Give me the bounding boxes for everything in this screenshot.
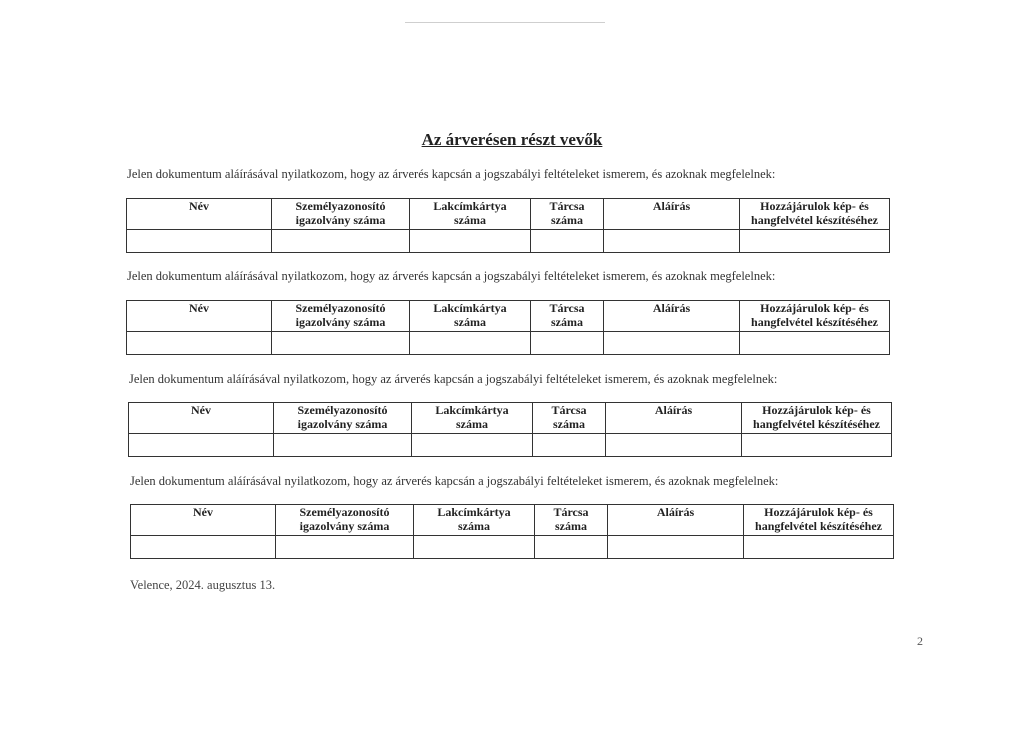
column-header-disc-number: Tárcsa száma	[533, 403, 606, 434]
table-cell	[604, 332, 740, 355]
page-number: 2	[917, 634, 923, 648]
table-cell	[740, 230, 890, 253]
table-cell	[608, 536, 744, 559]
table-cell	[533, 434, 606, 457]
table-cell	[412, 434, 533, 457]
table-cell	[744, 536, 894, 559]
column-header-id-card: Személyazonosító igazolvány száma	[272, 199, 410, 230]
table-cell	[129, 434, 274, 457]
table-row	[127, 230, 890, 253]
column-header-signature: Aláírás	[604, 301, 740, 332]
table-cell	[131, 536, 276, 559]
table-cell	[740, 332, 890, 355]
table-header-row	[127, 199, 890, 230]
table-cell	[531, 332, 604, 355]
table-header-row	[129, 403, 892, 434]
place-and-date: Velence, 2024. augusztus 13.	[130, 578, 276, 592]
table-cell	[272, 230, 410, 253]
column-header-consent: Hozzájárulok kép- és hangfelvétel készítéséhez	[740, 199, 890, 230]
table-cell	[272, 332, 410, 355]
table-row	[131, 536, 894, 559]
participant-table	[126, 198, 890, 253]
declaration-text: Jelen dokumentum aláírásával nyilatkozom, hogy az árverés kapcsán a jogszabályi feltételeket ismerem, és azoknak megfelelnek:	[129, 372, 778, 386]
column-header-signature: Aláírás	[604, 199, 740, 230]
table-cell	[535, 536, 608, 559]
declaration-text: Jelen dokumentum aláírásával nyilatkozom, hogy az árverés kapcsán a jogszabályi feltételeket ismerem, és azoknak megfelelnek:	[127, 269, 776, 283]
participant-table	[128, 402, 892, 457]
table-cell	[606, 434, 742, 457]
column-header-consent: Hozzájárulok kép- és hangfelvétel készítéséhez	[744, 505, 894, 536]
table-cell	[274, 434, 412, 457]
column-header-signature: Aláírás	[606, 403, 742, 434]
page-title: Az árverésen részt vevők	[421, 130, 603, 149]
table-cell	[127, 332, 272, 355]
column-header-consent: Hozzájárulok kép- és hangfelvétel készítéséhez	[740, 301, 890, 332]
column-header-disc-number: Tárcsa száma	[535, 505, 608, 536]
table-header-row	[131, 505, 894, 536]
participant-table	[126, 300, 890, 355]
column-header-address-card: Lakcímkártya száma	[410, 301, 531, 332]
table-cell	[276, 536, 414, 559]
column-header-id-card: Személyazonosító igazolvány száma	[276, 505, 414, 536]
column-header-address-card: Lakcímkártya száma	[410, 199, 531, 230]
table-cell	[127, 230, 272, 253]
top-rule	[405, 22, 605, 23]
table-cell	[410, 332, 531, 355]
column-header-address-card: Lakcímkártya száma	[414, 505, 535, 536]
table-cell	[410, 230, 531, 253]
table-cell	[531, 230, 604, 253]
column-header-disc-number: Tárcsa száma	[531, 301, 604, 332]
column-header-address-card: Lakcímkártya száma	[412, 403, 533, 434]
declaration-text: Jelen dokumentum aláírásával nyilatkozom, hogy az árverés kapcsán a jogszabályi feltételeket ismerem, és azoknak megfelelnek:	[127, 167, 776, 181]
column-header-name: Név	[127, 301, 272, 332]
column-header-id-card: Személyazonosító igazolvány száma	[272, 301, 410, 332]
table-header-row	[127, 301, 890, 332]
column-header-name: Név	[129, 403, 274, 434]
column-header-signature: Aláírás	[608, 505, 744, 536]
table-cell	[742, 434, 892, 457]
table-row	[127, 332, 890, 355]
column-header-name: Név	[127, 199, 272, 230]
column-header-id-card: Személyazonosító igazolvány száma	[274, 403, 412, 434]
column-header-consent: Hozzájárulok kép- és hangfelvétel készítéséhez	[742, 403, 892, 434]
column-header-name: Név	[131, 505, 276, 536]
table-row	[129, 434, 892, 457]
declaration-text: Jelen dokumentum aláírásával nyilatkozom, hogy az árverés kapcsán a jogszabályi feltételeket ismerem, és azoknak megfelelnek:	[130, 474, 779, 488]
table-cell	[604, 230, 740, 253]
table-cell	[414, 536, 535, 559]
column-header-disc-number: Tárcsa száma	[531, 199, 604, 230]
participant-table	[130, 504, 894, 559]
